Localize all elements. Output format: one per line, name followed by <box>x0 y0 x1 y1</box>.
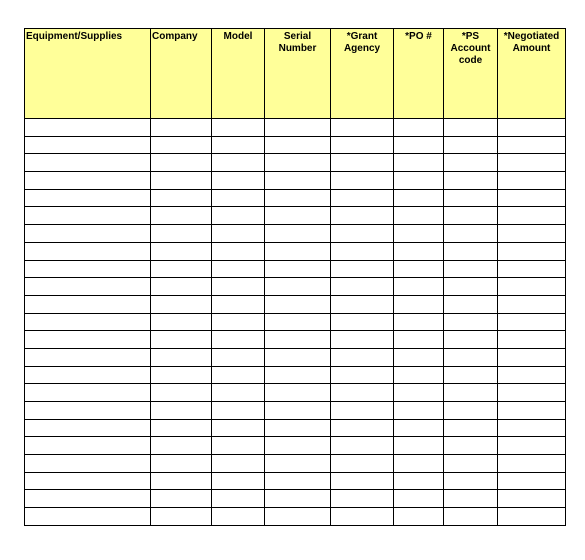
table-cell[interactable] <box>212 136 265 154</box>
table-cell[interactable] <box>498 313 566 331</box>
table-cell[interactable] <box>151 154 212 172</box>
table-row <box>25 437 566 455</box>
table-cell[interactable] <box>212 490 265 508</box>
table-cell[interactable] <box>151 437 212 455</box>
table-cell[interactable] <box>25 295 151 313</box>
table-cell[interactable] <box>265 189 331 207</box>
table-row <box>25 366 566 384</box>
table-cell[interactable] <box>498 384 566 402</box>
table-cell[interactable] <box>151 331 212 349</box>
table-cell[interactable] <box>331 331 394 349</box>
table-cell[interactable] <box>394 278 444 296</box>
table-cell[interactable] <box>25 366 151 384</box>
table-cell[interactable] <box>394 225 444 243</box>
table-cell[interactable] <box>151 136 212 154</box>
table-cell[interactable] <box>444 242 498 260</box>
table-row <box>25 242 566 260</box>
table-cell[interactable] <box>265 278 331 296</box>
table-cell[interactable] <box>212 402 265 420</box>
table-cell[interactable] <box>25 419 151 437</box>
table-cell[interactable] <box>444 348 498 366</box>
table-row <box>25 119 566 137</box>
table-cell[interactable] <box>25 331 151 349</box>
table-cell[interactable] <box>444 172 498 190</box>
header-row <box>25 29 566 119</box>
table-cell[interactable] <box>498 242 566 260</box>
table-cell[interactable] <box>394 313 444 331</box>
table-cell[interactable] <box>25 207 151 225</box>
table-cell[interactable] <box>151 313 212 331</box>
table-cell[interactable] <box>331 278 394 296</box>
table-cell[interactable] <box>498 136 566 154</box>
table-cell[interactable] <box>151 384 212 402</box>
table-cell[interactable] <box>151 119 212 137</box>
table-row <box>25 189 566 207</box>
table-cell[interactable] <box>331 437 394 455</box>
table-cell[interactable] <box>265 260 331 278</box>
table-cell[interactable] <box>25 455 151 473</box>
table-row <box>25 278 566 296</box>
table-cell[interactable] <box>498 225 566 243</box>
table-cell[interactable] <box>25 242 151 260</box>
table-cell[interactable] <box>151 472 212 490</box>
table-row <box>25 331 566 349</box>
table-cell[interactable] <box>444 136 498 154</box>
table-cell[interactable] <box>25 189 151 207</box>
table-cell[interactable] <box>444 189 498 207</box>
table-cell[interactable] <box>331 384 394 402</box>
table-cell[interactable] <box>212 437 265 455</box>
table-cell[interactable] <box>212 260 265 278</box>
table-row <box>25 136 566 154</box>
table-row <box>25 295 566 313</box>
table-cell[interactable] <box>212 207 265 225</box>
table-cell[interactable] <box>444 490 498 508</box>
table-row <box>25 172 566 190</box>
table-row <box>25 348 566 366</box>
column-header-equipment-supplies: Equipment/Supplies <box>25 29 151 119</box>
table-cell[interactable] <box>498 366 566 384</box>
table-cell[interactable] <box>25 472 151 490</box>
table-cell[interactable] <box>444 119 498 137</box>
table-cell[interactable] <box>212 419 265 437</box>
table-body <box>25 119 566 526</box>
table-cell[interactable] <box>331 313 394 331</box>
table-cell[interactable] <box>331 490 394 508</box>
table-cell[interactable] <box>444 419 498 437</box>
table-cell[interactable] <box>151 419 212 437</box>
table-cell[interactable] <box>265 508 331 526</box>
table-cell[interactable] <box>212 313 265 331</box>
table-cell[interactable] <box>444 384 498 402</box>
table-cell[interactable] <box>394 260 444 278</box>
table-row <box>25 225 566 243</box>
table-row <box>25 402 566 420</box>
table-cell[interactable] <box>444 472 498 490</box>
table-row <box>25 384 566 402</box>
table-cell[interactable] <box>151 207 212 225</box>
table-cell[interactable] <box>444 402 498 420</box>
table-cell[interactable] <box>331 472 394 490</box>
table-cell[interactable] <box>151 225 212 243</box>
table-cell[interactable] <box>331 119 394 137</box>
table-cell[interactable] <box>265 207 331 225</box>
table-cell[interactable] <box>498 295 566 313</box>
table-row <box>25 419 566 437</box>
table-cell[interactable] <box>444 260 498 278</box>
table-row <box>25 490 566 508</box>
table-cell[interactable] <box>394 242 444 260</box>
table-cell[interactable] <box>25 508 151 526</box>
table-cell[interactable] <box>331 225 394 243</box>
table-cell[interactable] <box>444 278 498 296</box>
table-cell[interactable] <box>498 419 566 437</box>
table-cell[interactable] <box>265 384 331 402</box>
table-cell[interactable] <box>394 419 444 437</box>
table-cell[interactable] <box>444 295 498 313</box>
table-cell[interactable] <box>25 154 151 172</box>
table-cell[interactable] <box>498 437 566 455</box>
table-cell[interactable] <box>394 207 444 225</box>
table-cell[interactable] <box>331 295 394 313</box>
table-cell[interactable] <box>212 384 265 402</box>
table-cell[interactable] <box>444 207 498 225</box>
table-row <box>25 472 566 490</box>
column-header-serial-number: Serial Number <box>265 29 331 119</box>
table-cell[interactable] <box>394 295 444 313</box>
table-cell[interactable] <box>331 207 394 225</box>
table-cell[interactable] <box>498 472 566 490</box>
equipment-form-sheet <box>24 28 565 526</box>
table-cell[interactable] <box>331 242 394 260</box>
table-cell[interactable] <box>151 490 212 508</box>
table-cell[interactable] <box>265 242 331 260</box>
table-cell[interactable] <box>394 154 444 172</box>
table-cell[interactable] <box>444 508 498 526</box>
table-cell[interactable] <box>444 225 498 243</box>
column-header-grant-agency: *Grant Agency <box>331 29 394 119</box>
table-cell[interactable] <box>265 136 331 154</box>
table-cell[interactable] <box>151 455 212 473</box>
equipment-table <box>24 28 566 526</box>
table-cell[interactable] <box>394 172 444 190</box>
table-cell[interactable] <box>25 313 151 331</box>
table-cell[interactable] <box>25 225 151 243</box>
table-row <box>25 313 566 331</box>
table-cell[interactable] <box>212 242 265 260</box>
table-cell[interactable] <box>212 455 265 473</box>
table-cell[interactable] <box>331 348 394 366</box>
table-cell[interactable] <box>498 119 566 137</box>
table-cell[interactable] <box>394 490 444 508</box>
table-cell[interactable] <box>265 402 331 420</box>
table-cell[interactable] <box>265 348 331 366</box>
table-row <box>25 207 566 225</box>
column-header-po-number: *PO # <box>394 29 444 119</box>
table-cell[interactable] <box>265 472 331 490</box>
table-cell[interactable] <box>498 207 566 225</box>
table-cell[interactable] <box>498 348 566 366</box>
table-cell[interactable] <box>331 136 394 154</box>
table-cell[interactable] <box>25 348 151 366</box>
table-cell[interactable] <box>212 119 265 137</box>
column-header-ps-account-code: *PS Account code <box>444 29 498 119</box>
table-cell[interactable] <box>394 348 444 366</box>
table-cell[interactable] <box>498 154 566 172</box>
table-cell[interactable] <box>265 419 331 437</box>
table-cell[interactable] <box>331 508 394 526</box>
table-cell[interactable] <box>394 508 444 526</box>
table-cell[interactable] <box>331 402 394 420</box>
column-header-company: Company <box>151 29 212 119</box>
table-cell[interactable] <box>212 472 265 490</box>
table-row <box>25 154 566 172</box>
table-cell[interactable] <box>151 278 212 296</box>
table-cell[interactable] <box>25 172 151 190</box>
table-cell[interactable] <box>444 154 498 172</box>
table-cell[interactable] <box>212 172 265 190</box>
table-cell[interactable] <box>498 172 566 190</box>
table-cell[interactable] <box>212 348 265 366</box>
table-cell[interactable] <box>151 366 212 384</box>
table-cell[interactable] <box>151 348 212 366</box>
table-cell[interactable] <box>331 189 394 207</box>
column-header-model: Model <box>212 29 265 119</box>
column-header-negotiated-amount: *Negotiated Amount <box>498 29 566 119</box>
table-cell[interactable] <box>151 172 212 190</box>
table-cell[interactable] <box>498 402 566 420</box>
table-cell[interactable] <box>151 295 212 313</box>
table-cell[interactable] <box>331 154 394 172</box>
table-cell[interactable] <box>265 154 331 172</box>
table-cell[interactable] <box>394 331 444 349</box>
table-cell[interactable] <box>498 331 566 349</box>
table-cell[interactable] <box>265 225 331 243</box>
table-cell[interactable] <box>394 402 444 420</box>
table-cell[interactable] <box>444 313 498 331</box>
table-cell[interactable] <box>498 508 566 526</box>
table-cell[interactable] <box>331 455 394 473</box>
table-cell[interactable] <box>444 437 498 455</box>
table-cell[interactable] <box>265 455 331 473</box>
table-cell[interactable] <box>444 331 498 349</box>
table-cell[interactable] <box>212 154 265 172</box>
table-cell[interactable] <box>25 402 151 420</box>
table-cell[interactable] <box>25 136 151 154</box>
table-cell[interactable] <box>444 455 498 473</box>
table-cell[interactable] <box>498 455 566 473</box>
table-cell[interactable] <box>265 490 331 508</box>
table-cell[interactable] <box>498 490 566 508</box>
table-cell[interactable] <box>498 260 566 278</box>
table-cell[interactable] <box>394 189 444 207</box>
table-cell[interactable] <box>212 366 265 384</box>
table-cell[interactable] <box>394 136 444 154</box>
table-cell[interactable] <box>394 437 444 455</box>
table-row <box>25 455 566 473</box>
table-cell[interactable] <box>212 225 265 243</box>
table-cell[interactable] <box>212 508 265 526</box>
table-cell[interactable] <box>498 189 566 207</box>
table-cell[interactable] <box>265 313 331 331</box>
table-row <box>25 508 566 526</box>
table-cell[interactable] <box>331 260 394 278</box>
table-cell[interactable] <box>25 119 151 137</box>
table-cell[interactable] <box>151 242 212 260</box>
table-cell[interactable] <box>331 172 394 190</box>
table-cell[interactable] <box>394 455 444 473</box>
table-cell[interactable] <box>394 119 444 137</box>
table-cell[interactable] <box>265 437 331 455</box>
table-cell[interactable] <box>151 402 212 420</box>
table-cell[interactable] <box>151 189 212 207</box>
table-cell[interactable] <box>265 172 331 190</box>
table-cell[interactable] <box>25 384 151 402</box>
table-cell[interactable] <box>498 278 566 296</box>
table-cell[interactable] <box>25 260 151 278</box>
table-cell[interactable] <box>212 189 265 207</box>
table-cell[interactable] <box>394 472 444 490</box>
table-cell[interactable] <box>151 260 212 278</box>
table-cell[interactable] <box>265 331 331 349</box>
table-cell[interactable] <box>151 508 212 526</box>
table-cell[interactable] <box>331 366 394 384</box>
table-cell[interactable] <box>265 295 331 313</box>
table-cell[interactable] <box>394 366 444 384</box>
table-cell[interactable] <box>25 437 151 455</box>
table-cell[interactable] <box>25 278 151 296</box>
table-cell[interactable] <box>25 490 151 508</box>
table-row <box>25 260 566 278</box>
table-cell[interactable] <box>212 278 265 296</box>
table-cell[interactable] <box>212 295 265 313</box>
table-cell[interactable] <box>331 419 394 437</box>
table-cell[interactable] <box>444 366 498 384</box>
table-cell[interactable] <box>394 384 444 402</box>
table-cell[interactable] <box>265 119 331 137</box>
table-cell[interactable] <box>265 366 331 384</box>
table-cell[interactable] <box>212 331 265 349</box>
